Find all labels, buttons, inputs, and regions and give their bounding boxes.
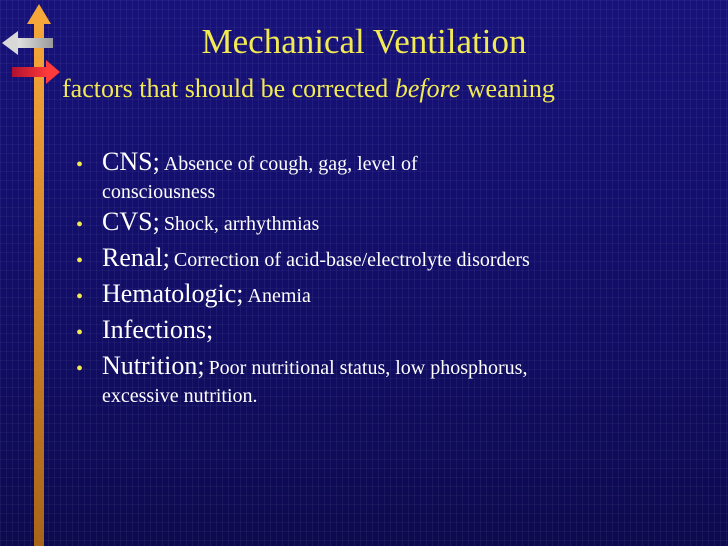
bullet-term: Infections;	[102, 315, 214, 344]
bullet-desc: Correction of acid-base/electrolyte disorders	[173, 249, 530, 271]
bullet-term: Nutrition;	[102, 351, 205, 380]
subtitle-emphasis: before	[394, 74, 461, 103]
bullet-desc: Poor nutritional status, low phosphorus,	[208, 357, 528, 379]
bullet-desc: Shock, arrhythmias	[163, 213, 320, 235]
bullet-item-renal	[72, 244, 712, 276]
bullet-item-nutrition	[72, 352, 712, 408]
bullet-icon: •	[76, 250, 84, 272]
subtitle-post: weaning	[460, 74, 555, 103]
bullet-desc: Anemia	[247, 285, 311, 307]
subtitle-pre: factors that should be corrected	[62, 74, 395, 103]
bullet-term: Renal;	[102, 243, 170, 272]
bullet-icon: •	[76, 154, 84, 176]
bullet-desc-cont: consciousness	[102, 181, 216, 203]
bullet-desc-cont: excessive nutrition.	[102, 385, 258, 407]
bullet-term: CNS;	[102, 147, 160, 176]
bullet-item-cns	[72, 148, 712, 204]
bullet-item-hematologic	[72, 280, 712, 312]
bullet-item-cvs	[72, 208, 712, 240]
bullet-term: Hematologic;	[102, 279, 244, 308]
slide-decor	[0, 0, 60, 546]
bullet-term: CVS;	[102, 207, 160, 236]
bullet-icon: •	[76, 358, 84, 380]
bullet-list	[72, 148, 712, 412]
bullet-icon: •	[76, 322, 84, 344]
slide-title: Mechanical Ventilation	[201, 22, 527, 61]
bullet-desc: Absence of cough, gag, level of	[163, 153, 418, 175]
slide-subtitle	[62, 74, 722, 104]
bullet-icon: •	[76, 214, 84, 236]
bullet-item-infections	[72, 316, 712, 348]
bullet-icon: •	[76, 286, 84, 308]
vertical-arrow-icon	[27, 4, 51, 546]
